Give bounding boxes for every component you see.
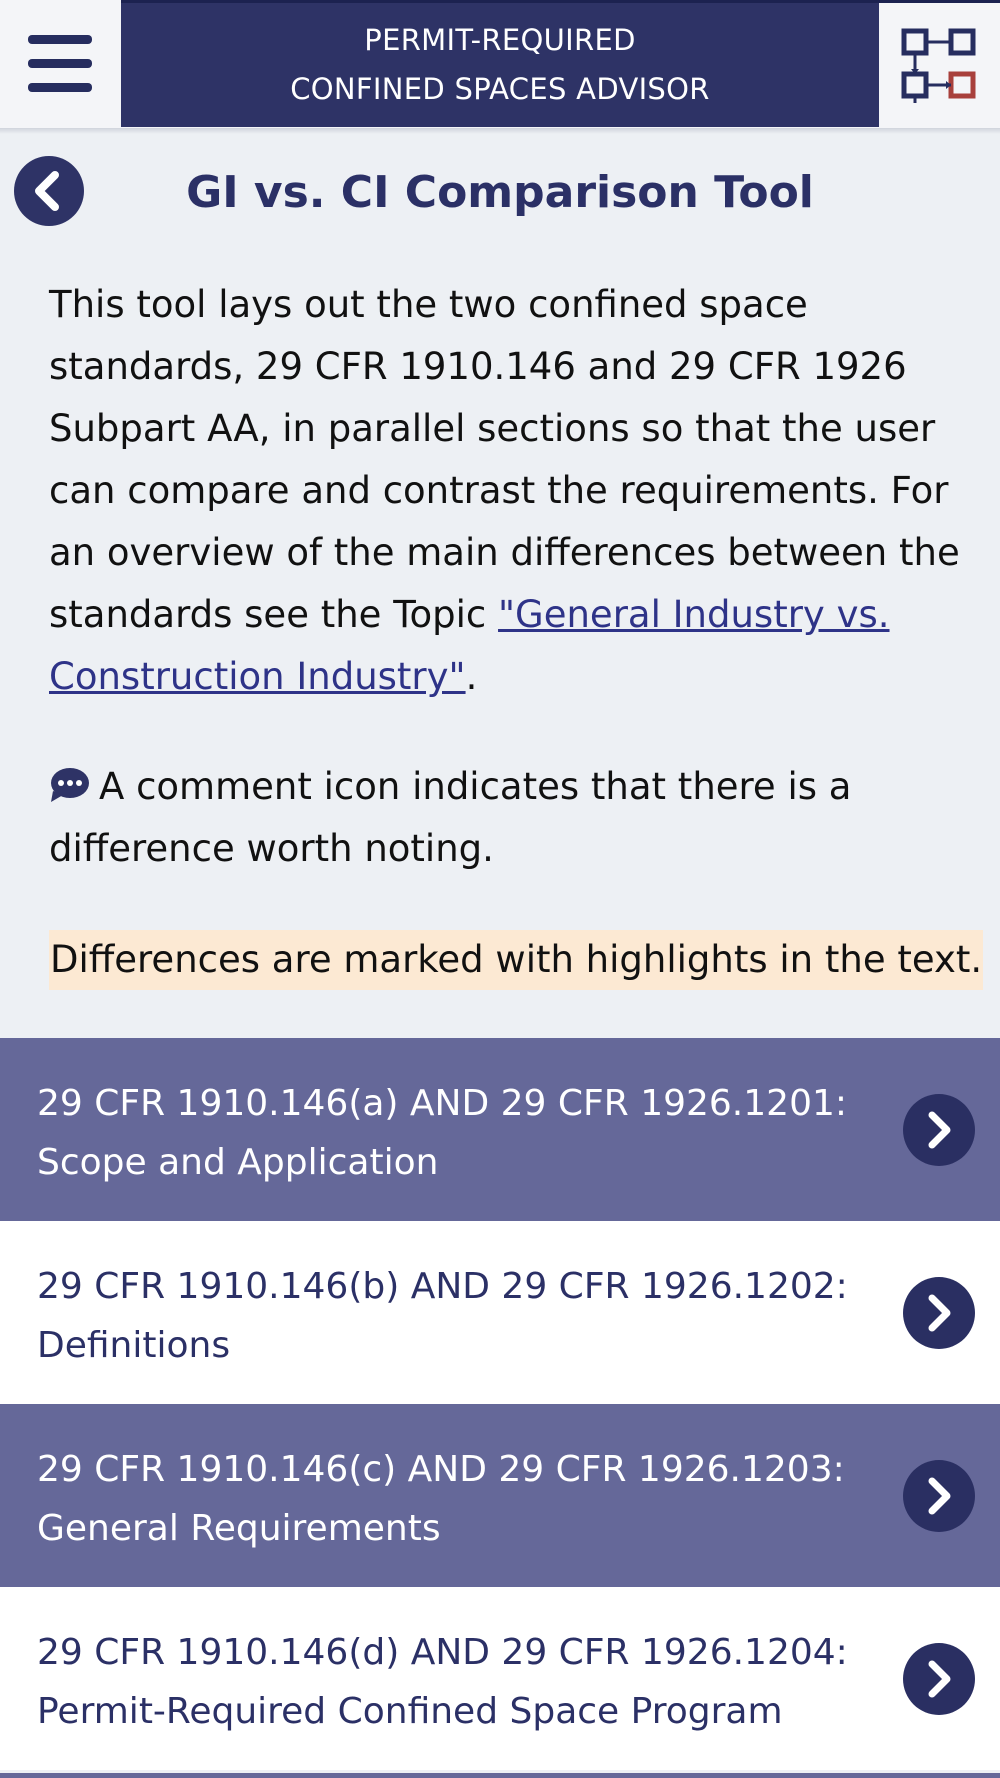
section-label-line2: Permit-Required Confined Space Program — [37, 1691, 783, 1732]
section-item-general-requirements[interactable] — [0, 1404, 1000, 1587]
gi-vs-ci-topic-link[interactable]: "General Industry vs. Construction Industry" — [49, 593, 890, 698]
menu-button[interactable] — [0, 0, 121, 128]
top-bar-shadow — [0, 128, 1000, 134]
section-list — [0, 1038, 1000, 1770]
section-label-line2: Scope and Application — [37, 1142, 439, 1183]
intro-suffix: . — [465, 655, 478, 698]
next-section-item-edge — [0, 1773, 1000, 1778]
highlight-note: Differences are marked with highlights in the text. — [49, 930, 983, 990]
back-button[interactable] — [13, 155, 85, 227]
section-item-scope[interactable] — [0, 1038, 1000, 1221]
comment-icon — [49, 767, 89, 803]
comment-note-text: A comment icon indicates that there is a difference worth noting. — [49, 765, 852, 870]
section-label-line1: 29 CFR 1910.146(b) AND 29 CFR 1926.1202: — [37, 1266, 848, 1307]
section-label — [37, 1440, 867, 1558]
section-label-line2: General Requirements — [37, 1508, 441, 1549]
app-title — [121, 3, 879, 127]
section-label-line1: 29 CFR 1910.146(a) AND 29 CFR 1926.1201: — [37, 1083, 847, 1124]
intro-text: This tool lays out the two confined space standards, 29 CFR 1910.146 and 29 CFR 1926 Subpart AA, in parallel sections so that the user can compare and contrast the requirements. For an overview of the main differences between the standards see the Topic — [49, 283, 960, 636]
section-label-line2: Definitions — [37, 1325, 231, 1366]
chevron-right-circle-icon — [902, 1642, 976, 1716]
section-item-permit-program[interactable] — [0, 1587, 1000, 1770]
flowchart-button[interactable] — [880, 3, 1000, 127]
top-bar — [0, 0, 1000, 130]
chevron-right-circle-icon — [902, 1093, 976, 1167]
app-title-line2: CONFINED SPACES ADVISOR — [290, 72, 710, 106]
page-title: GI vs. CI Comparison Tool — [186, 167, 814, 218]
section-label — [37, 1257, 867, 1375]
section-label-line1: 29 CFR 1910.146(c) AND 29 CFR 1926.1203: — [37, 1449, 845, 1490]
chevron-right-circle-icon — [902, 1459, 976, 1533]
section-item-definitions[interactable] — [0, 1221, 1000, 1404]
app-title-line1: PERMIT-REQUIRED — [364, 23, 636, 57]
section-label-line1: 29 CFR 1910.146(d) AND 29 CFR 1926.1204: — [37, 1632, 848, 1673]
intro-paragraph — [49, 274, 964, 708]
section-label — [37, 1623, 867, 1741]
chevron-left-circle-icon — [13, 155, 85, 227]
flowchart-icon — [880, 3, 1000, 127]
comment-note — [49, 756, 949, 880]
section-label — [37, 1074, 867, 1192]
chevron-right-circle-icon — [902, 1276, 976, 1350]
